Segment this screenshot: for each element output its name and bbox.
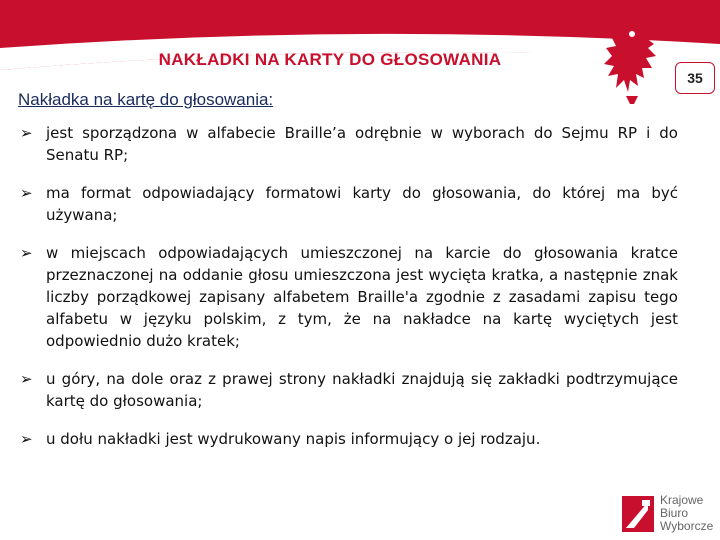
bullet-text: u dołu nakładki jest wydrukowany napis informujący o jej rodzaju.: [46, 430, 541, 448]
list-item: [20, 368, 678, 412]
logo-line: Krajowe: [660, 493, 704, 507]
bullet-text: u góry, na dole oraz z prawej strony nakładki znajdują się zakładki podtrzymujące kartę do głosowania;: [46, 370, 678, 410]
arrow-bullet-icon: ➢: [20, 430, 33, 448]
logo-line: Biuro: [660, 506, 689, 520]
list-item: [20, 428, 678, 450]
section-subtitle: Nakładka na kartę do głosowania:: [18, 90, 274, 109]
bullet-list: [20, 122, 678, 466]
arrow-bullet-icon: ➢: [20, 124, 33, 142]
page-title: NAKŁADKI NA KARTY DO GŁOSOWANIA: [158, 50, 502, 69]
logo-line: Wyborcze: [660, 519, 714, 533]
bullet-text: ma format odpowiadający formatowi karty do głosowania, do której ma być używana;: [46, 184, 678, 224]
kbw-logo-mark-icon: [622, 494, 654, 534]
kbw-logo-text: [660, 494, 713, 533]
list-item: [20, 122, 678, 166]
bullet-text: w miejscach odpowiadających umieszczonej na karcie do głosowania kratce przeznaczonej na oddanie głosu umieszczona jest wycięta kratka, a następnie znak liczby porządkowej zapisany alfabetem Braille'a zgodnie z zasadami zapisu tego alfabetu w języku polskim, z tym, że na nakładce na kartę wyciętych jest odpowiednio dużo kratek;: [46, 244, 678, 350]
eagle-emblem-icon: [598, 16, 668, 106]
page-number-badge: 35: [675, 62, 715, 94]
arrow-bullet-icon: ➢: [20, 244, 33, 262]
kbw-logo: [622, 494, 713, 534]
arrow-bullet-icon: ➢: [20, 184, 33, 202]
bullet-text: jest sporządzona w alfabecie Braille’a odrębnie w wyborach do Sejmu RP i do Senatu RP;: [46, 124, 678, 164]
list-item: [20, 182, 678, 226]
arrow-bullet-icon: ➢: [20, 370, 33, 388]
list-item: [20, 242, 678, 352]
